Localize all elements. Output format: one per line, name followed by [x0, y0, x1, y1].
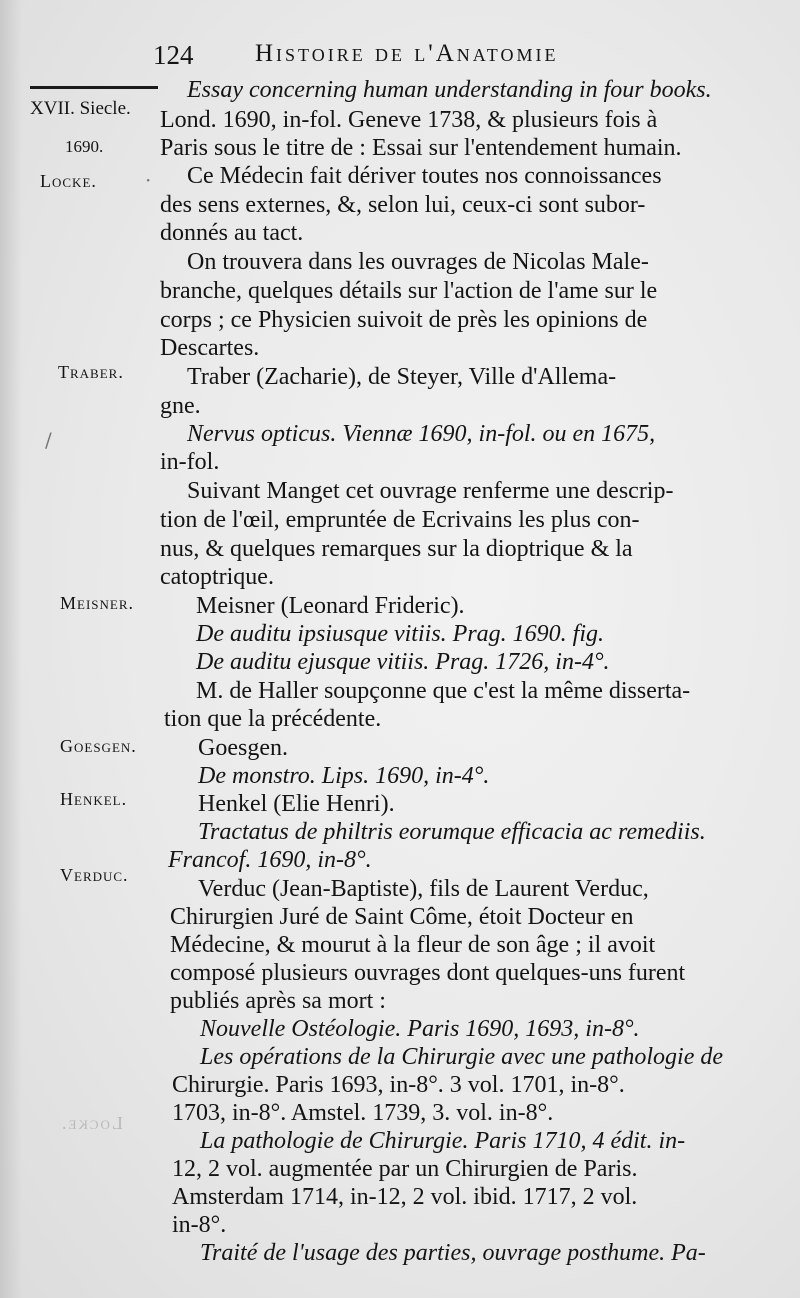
- text-line: Essay concerning human understanding in four books.: [187, 77, 712, 103]
- text-line: Henkel (Elie Henri).: [198, 791, 395, 817]
- text-line: Descartes.: [160, 335, 260, 361]
- text-line: in-8°.: [172, 1212, 227, 1238]
- text-line: gne.: [160, 393, 201, 419]
- text-line: Les opérations de la Chirurgie avec une pathologie de: [200, 1044, 724, 1070]
- margin-note-goesgen: Goesgen.: [60, 736, 137, 756]
- text-line: Lond. 1690, in-fol. Geneve 1738, & plusieurs fois à: [160, 107, 658, 133]
- text-line: On trouvera dans les ouvrages de Nicolas Male-: [187, 249, 649, 275]
- text-line: Traber (Zacharie), de Steyer, Ville d'Allema-: [187, 364, 617, 390]
- text-line: Suivant Manget cet ouvrage renferme une descrip-: [187, 478, 674, 504]
- text-line: De monstro. Lips. 1690, in-4°.: [198, 763, 490, 789]
- text-line: Nervus opticus. Viennæ 1690, in-fol. ou en 1675,: [187, 421, 656, 447]
- text-line: Francof. 1690, in-8°.: [168, 847, 372, 873]
- text-line: donnés au tact.: [160, 220, 304, 246]
- page-number: 124: [153, 40, 194, 70]
- scan-mark: /: [45, 428, 52, 452]
- text-line: Ce Médecin fait dériver toutes nos connoissances: [187, 163, 662, 189]
- text-line: tion que la précédente.: [164, 706, 382, 732]
- text-line: De auditu ipsiusque vitiis. Prag. 1690. fig.: [196, 621, 604, 647]
- margin-rule: [30, 86, 158, 89]
- text-line: 12, 2 vol. augmentée par un Chirurgien de Paris.: [172, 1156, 638, 1182]
- margin-note-traber: Traber.: [58, 362, 124, 382]
- text-line: des sens externes, &, selon lui, ceux-ci sont subor-: [160, 192, 646, 218]
- margin-note-year: 1690.: [65, 137, 104, 156]
- running-title: Histoire de l'Anatomie: [255, 40, 559, 67]
- text-line: Verduc (Jean-Baptiste), fils de Laurent Verduc,: [198, 876, 649, 902]
- margin-note-siecle: XVII. Siecle.: [30, 98, 131, 119]
- text-line: Meisner (Leonard Frideric).: [196, 593, 465, 619]
- text-line: Tractatus de philtris eorumque efficacia ac remediis.: [198, 819, 706, 845]
- spine-shadow: [0, 0, 22, 1298]
- text-line: Paris sous le titre de : Essai sur l'entendement humain.: [160, 135, 682, 161]
- text-line: Médecine, & mourut à la fleur de son âge ; il avoit: [170, 932, 656, 958]
- text-line: Amsterdam 1714, in-12, 2 vol. ibid. 1717, 2 vol.: [172, 1184, 638, 1210]
- text-line: composé plusieurs ouvrages dont quelques-uns furent: [170, 960, 686, 986]
- scan-mark: ·: [145, 168, 152, 192]
- text-line: La pathologie de Chirurgie. Paris 1710, 4 édit. in-: [200, 1128, 686, 1154]
- text-line: M. de Haller soupçonne que c'est la même disserta-: [196, 678, 691, 704]
- show-through-locke: Locke.: [60, 1113, 123, 1133]
- text-line: branche, quelques détails sur l'action de l'ame sur le: [160, 278, 658, 304]
- margin-note-meisner: Meisner.: [60, 593, 135, 613]
- text-line: corps ; ce Physicien suivoit de près les opinions de: [160, 307, 648, 333]
- text-line: catoptrique.: [160, 564, 274, 590]
- text-line: publiés après sa mort :: [170, 988, 386, 1014]
- text-line: in-fol.: [160, 449, 220, 475]
- text-line: nus, & quelques remarques sur la dioptrique & la: [160, 536, 633, 562]
- margin-note-henkel: Henkel.: [60, 789, 128, 809]
- margin-note-verduc: Verduc.: [60, 865, 129, 885]
- text-line: Chirurgien Juré de Saint Côme, étoit Docteur en: [170, 904, 634, 930]
- text-line: Goesgen.: [198, 735, 288, 761]
- text-line: tion de l'œil, empruntée de Ecrivains les plus con-: [160, 507, 640, 533]
- text-line: Chirurgie. Paris 1693, in-8°. 3 vol. 1701, in-8°.: [172, 1072, 625, 1098]
- text-line: 1703, in-8°. Amstel. 1739, 3. vol. in-8°.: [172, 1100, 554, 1126]
- text-line: Nouvelle Ostéologie. Paris 1690, 1693, in-8°.: [200, 1016, 640, 1042]
- text-line: De auditu ejusque vitiis. Prag. 1726, in-4°.: [196, 649, 610, 675]
- text-line: Traité de l'usage des parties, ouvrage posthume. Pa-: [200, 1240, 706, 1266]
- margin-note-locke: Locke.: [40, 171, 97, 191]
